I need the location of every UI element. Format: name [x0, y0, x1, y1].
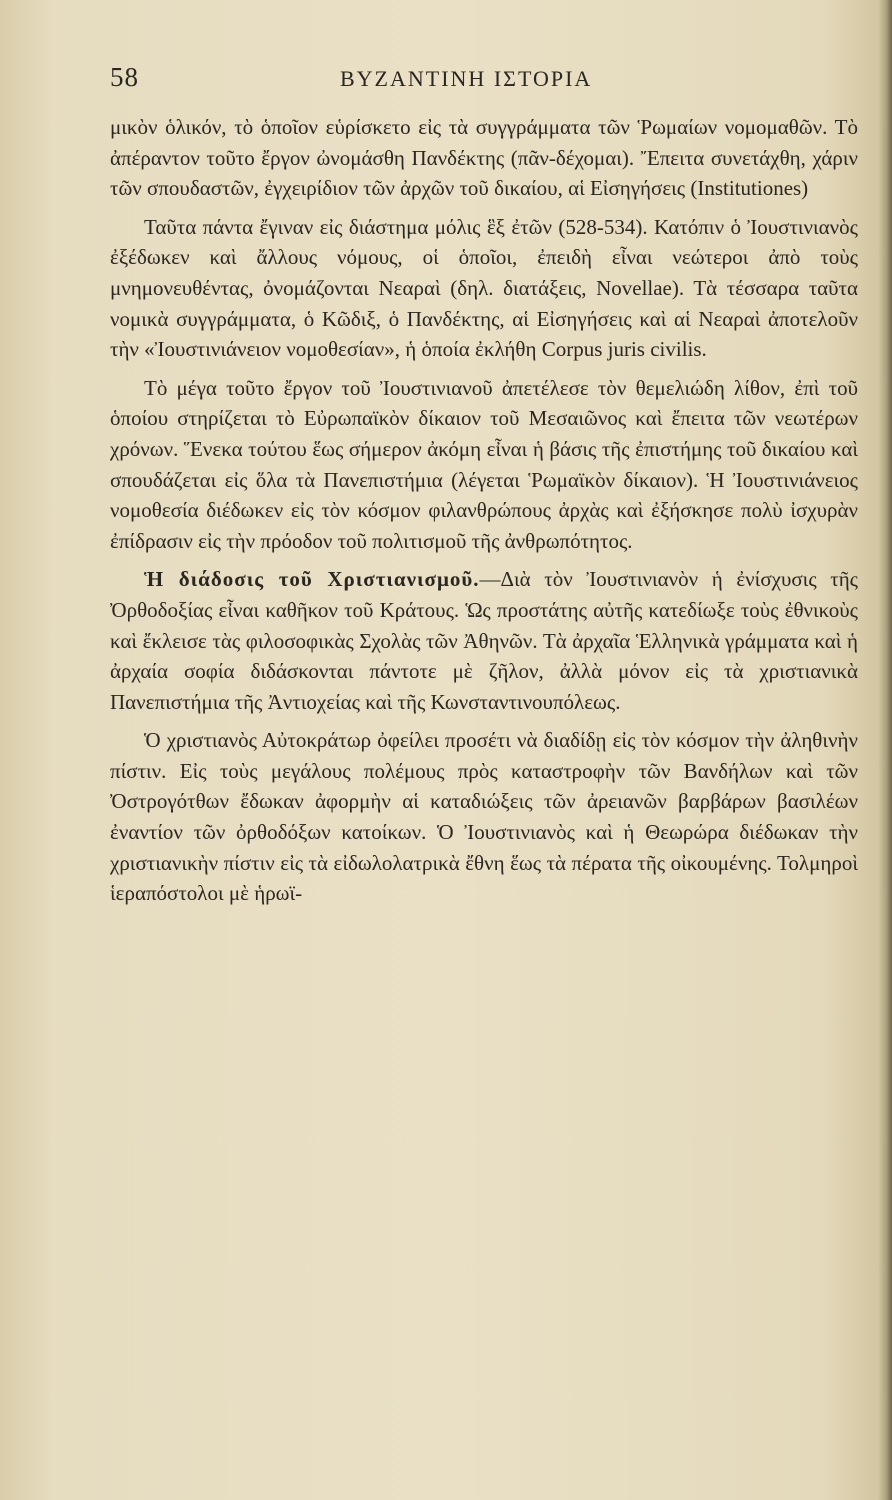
section-heading: Ἡ διάδοσις τοῦ Χριστιανισμοῦ.	[144, 567, 480, 592]
paragraph-4	[110, 564, 858, 717]
page-number: 58	[110, 62, 139, 92]
paragraph-1: μικὸν ὁλικόν, τὸ ὁποῖον εὑρίσκετο εἰς τὰ συγγράμματα τῶν Ῥωμαίων νομομαθῶν. Τὸ ἀπέραντον τοῦτο ἔργον ὠνομάσθη Πανδέκτης (πᾶν-δέχομαι). Ἔπειτα συνετάχθη, χάριν τῶν σπουδαστῶν, ἐγχειρίδιον τῶν ἀρχῶν τοῦ δικαίου, αἱ Εἰσηγήσεις (Institutiones)	[110, 115, 858, 201]
paragraph-4-text: —Διὰ τὸν Ἰουστινιανὸν ἡ ἐνίσχυσις τῆς Ὀρθοδοξίας εἶναι καθῆκον τοῦ Κράτους. Ὡς προστάτης αὐτῆς κατεδίωξε τοὺς ἐθνικοὺς καὶ ἔκλεισε τὰς φιλοσοφικὰς Σχολὰς τῶν Ἀθηνῶν. Τὰ ἀρχαῖα Ἑλληνικὰ γράμματα καὶ ἡ ἀρχαία σοφία διδάσκονται πάντοτε μὲ ζῆλον, ἀλλὰ μόνον εἰς τὰ χριστιανικὰ Πανεπιστήμια τῆς Ἀντιοχείας καὶ τῆς Κωνσταντινουπόλεως.	[110, 567, 858, 714]
paragraph-2: Ταῦτα πάντα ἔγιναν εἰς διάστημα μόλις ἓξ ἐτῶν (528-534). Κατόπιν ὁ Ἰουστινιανὸς ἐξέδωκεν καὶ ἄλλους νόμους, οἱ ὁποῖοι, ἐπειδὴ εἶναι νεώτεροι ἀπὸ τοὺς μνημονευθέντας, ὀνομάζονται Νεαραὶ (δηλ. διατάξεις, Novellae). Τὰ τέσσαρα ταῦτα νομικὰ συγγράμματα, ὁ Κῶδιξ, ὁ Πανδέκτης, αἱ Εἰσηγήσεις καὶ αἱ Νεαραὶ ἀποτελοῦν τὴν «Ἰουστινιάνειον νομοθεσίαν», ἡ ὁποία ἐκλήθη Corpus juris civilis.	[110, 214, 858, 362]
paragraph-5: Ὁ χριστιανὸς Αὐτοκράτωρ ὀφείλει προσέτι νὰ διαδίδῃ εἰς τὸν κόσμον τὴν ἀληθινὴν πίστιν. Εἰς τοὺς μεγάλους πολέμους πρὸς καταστροφὴν τῶν Βανδήλων καὶ τῶν Ὀστρογότθων ἔδωκαν ἀφορμὴν αἱ καταδιώξεις τῶν ἀρειανῶν βαρβάρων βασιλέων ἐναντίον τῶν ὀρθοδόξων κατοίκων. Ὁ Ἰουστινιανὸς καὶ ἡ Θεωρώρα διέδωκαν τὴν χριστιανικὴν πίστιν εἰς τὰ εἰδωλολατρικὰ ἔθνη ἕως τὰ πέρατα τῆς οἰκουμένης. Τολμηροὶ ἱεραπόστολοι μὲ ἡρωϊ-	[110, 728, 858, 906]
page-header	[110, 62, 870, 102]
body-text	[110, 112, 858, 917]
running-head: ΒΥΖΑΝΤΙΝΗ ΙΣΤΟΡΙΑ	[340, 66, 593, 91]
paragraph-3: Τὸ μέγα τοῦτο ἔργον τοῦ Ἰουστινιανοῦ ἀπετέλεσε τὸν θεμελιώδη λίθον, ἐπὶ τοῦ ὁποίου στηρίζεται τὸ Εὐρωπαϊκὸν δίκαιον τοῦ Μεσαιῶνος καὶ ἔπειτα τῶν νεωτέρων χρόνων. Ἕνεκα τούτου ἕως σήμερον ἀκόμη εἶναι ἡ βάσις τῆς ἐπιστήμης τοῦ δικαίου καὶ σπουδάζεται εἰς ὅλα τὰ Πανεπιστήμια (λέγεται Ῥωμαϊκὸν δίκαιον). Ἡ Ἰουστινιάνειος νομοθεσία διέδωκεν εἰς τὸν κόσμον φιλανθρώπους ἀρχὰς καὶ ἐξήσκησε πολὺ ἰσχυρὰν ἐπίδρασιν εἰς τὴν πρόοδον τοῦ πολιτισμοῦ τῆς ἀνθρωπότητος.	[110, 375, 858, 553]
page-edge-shadow	[878, 0, 892, 1500]
